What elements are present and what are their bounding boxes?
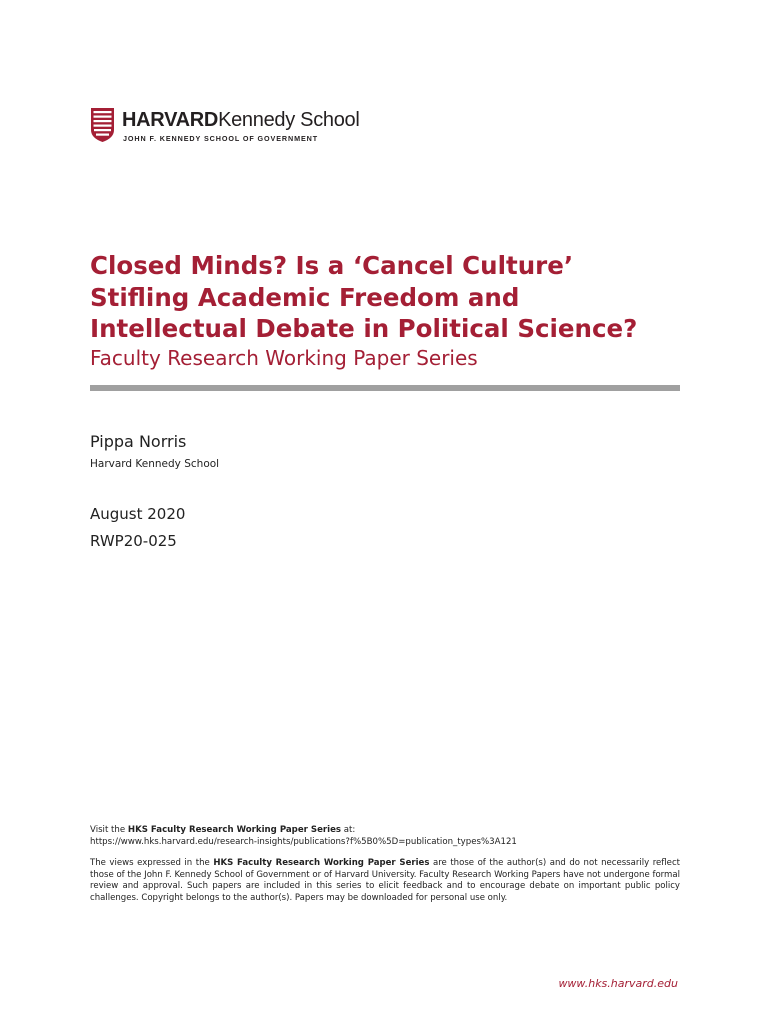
publication-date: August 2020 xyxy=(90,505,186,523)
visit-note xyxy=(90,825,690,848)
visit-series: HKS Faculty Research Working Paper Series xyxy=(127,825,342,835)
logo-wordmark xyxy=(122,108,360,132)
disclaimer xyxy=(90,858,680,904)
footer-url-link[interactable]: www.hks.harvard.edu xyxy=(558,977,678,990)
harvard-shield-icon xyxy=(91,108,114,142)
disclaimer-prefix: The views expressed in the xyxy=(90,858,214,868)
logo-school: Kennedy School xyxy=(218,109,360,131)
series-subtitle: Faculty Research Working Paper Series xyxy=(90,346,478,370)
title-line-2: Stifling Academic Freedom and xyxy=(90,282,520,312)
visit-prefix: Visit the xyxy=(90,825,128,835)
logo-subtitle: JOHN F. KENNEDY SCHOOL OF GOVERNMENT xyxy=(123,134,319,143)
divider-rule xyxy=(90,385,680,391)
paper-title xyxy=(90,250,690,345)
visit-suffix: at: xyxy=(341,825,356,835)
author-name: Pippa Norris xyxy=(90,432,187,451)
author-affiliation: Harvard Kennedy School xyxy=(90,458,220,470)
disclaimer-body: are those of the author(s) and do not necessarily reflect those of the John F. Kennedy School of Government or of Harvard University. Faculty Research Working Papers have not undergone formal review and approval. Such papers are included in this series to elicit feedback and to encourage debate on important public policy challenges. Copyright belongs to the author(s). Papers may be downloaded for personal use only. xyxy=(90,858,680,903)
disclaimer-series: HKS Faculty Research Working Paper Series xyxy=(213,858,430,868)
title-line-3: Intellectual Debate in Political Science? xyxy=(90,314,638,343)
paper-id: RWP20-025 xyxy=(90,532,177,550)
hks-logo xyxy=(91,108,391,148)
series-url-link[interactable]: https://www.hks.harvard.edu/research-insights/publications?f%5B0%5D=publication_types%3A121 xyxy=(90,836,517,847)
logo-harvard: HARVARD xyxy=(122,109,219,131)
title-line-1: Closed Minds? Is a ‘Cancel Culture’ xyxy=(90,251,574,280)
